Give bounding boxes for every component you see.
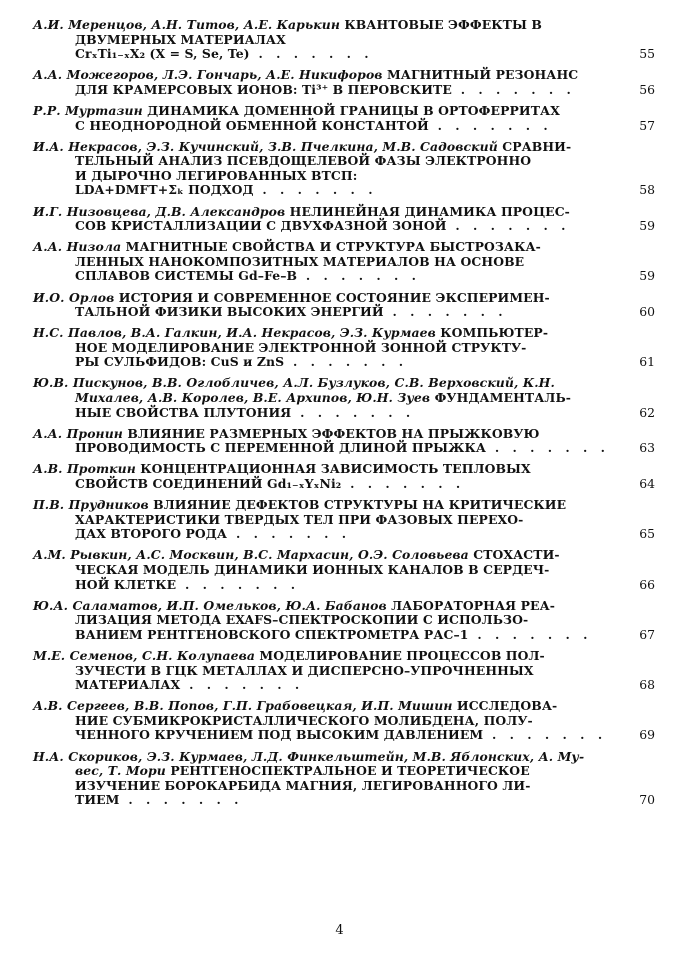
toc-entry [33,462,655,491]
toc-entry-text [33,427,625,456]
toc-entry-continuation [33,578,625,593]
toc-leader-dots: . . . . . . . [446,218,570,234]
toc-entry [33,240,655,284]
toc-page-number: 57 [639,117,655,133]
toc-entry-continuation [33,664,625,679]
toc-title: ЧЕСКАЯ МОДЕЛЬ ДИНАМИКИ ИОННЫХ КАНАЛОВ В СЕРДЕЧ- [75,562,550,577]
toc-page-number: 55 [639,46,655,62]
toc-entry-text [33,750,625,808]
toc-entry-continuation [33,33,625,48]
toc-authors: А.А. Можегоров, Л.Э. Гончарь, А.Е. Никифоров [33,67,383,83]
toc-entry [33,140,655,198]
table-of-contents [33,18,655,814]
toc-authors: А.М. Рывкин, А.С. Москвин, В.С. Мархасин, О.Э. Соловьева [33,547,469,563]
toc-entry-text [33,376,625,420]
toc-authors: П.В. Прудников [33,497,149,513]
toc-page-number: 66 [639,576,655,592]
toc-page-number: 56 [639,81,655,97]
toc-title: ДЛЯ КРАМЕРСОВЫХ ИОНОВ: Ti³⁺ В ПЕРОВСКИТЕ [75,81,452,97]
toc-entry-continuation [33,47,625,62]
toc-title: ЗУЧЕСТИ В ГЦК МЕТАЛЛАХ И ДИСПЕРСНО–УПРОЧНЕННЫХ [75,662,534,678]
toc-leader-dots: . . . . . . . [180,677,304,693]
toc-authors: А.И. Меренцов, А.Н. Титов, А.Е. Карькин [33,17,340,32]
toc-authors: А.А. Пронин [33,425,123,441]
toc-title: С НЕОДНОРОДНОЙ ОБМЕННОЙ КОНСТАНТОЙ [75,117,429,133]
toc-title: МАГНИТНЫЕ СВОЙСТВА И СТРУКТУРА БЫСТРОЗАКА- [121,239,541,255]
toc-title: ЛЕННЫХ НАНОКОМПОЗИТНЫХ МАТЕРИАЛОВ НА ОСНОВЕ [75,253,525,269]
toc-title: МОДЕЛИРОВАНИЕ ПРОЦЕССОВ ПОЛ- [254,647,545,663]
toc-entry-text [33,699,625,743]
toc-entry-first-line [33,104,625,119]
toc-entry-continuation [33,269,625,284]
toc-leader-dots: . . . . . . . [176,576,300,592]
toc-page-number: 63 [639,440,655,456]
toc-entry-continuation [33,779,625,794]
toc-leader-dots: . . . . . . . [483,727,607,743]
toc-entry-continuation [33,477,625,492]
page-number: 4 [335,923,344,938]
toc-title: ЛИЗАЦИЯ МЕТОДА EXAFS–СПЕКТРОСКОПИИ С ИСПОЛЬЗО- [75,612,529,628]
toc-page-number: 60 [639,304,655,320]
toc-entry-text [33,140,625,198]
toc-entry-text [33,649,625,693]
toc-entry-continuation [33,406,625,421]
toc-page-number: 69 [639,727,655,743]
toc-title: ДИНАМИКА ДОМЕННОЙ ГРАНИЦЫ В ОРТОФЕРРИТАХ [142,102,560,118]
toc-entry-continuation [33,613,625,628]
toc-entry-text [33,291,625,320]
toc-entry-continuation [33,513,625,528]
toc-entry-continuation [33,793,625,808]
toc-title: МАГНИТНЫЙ РЕЗОНАНС [382,67,579,83]
toc-title: ЛАБОРАТОРНАЯ РЕА- [386,597,556,613]
toc-entry [33,205,655,234]
toc-entry-text [33,599,625,643]
toc-title: РЕНТГЕНОСПЕКТРАЛЬНОЕ И ТЕОРЕТИЧЕСКОЕ [170,763,530,779]
toc-entry-continuation [33,391,625,406]
toc-entry-first-line [33,240,625,255]
toc-authors: А.В. Сергеев, В.В. Попов, Г.П. Грабовецкая, И.П. Мишин [33,698,453,714]
toc-title: СОВ КРИСТАЛЛИЗАЦИИ С ДВУХФАЗНОЙ ЗОНОЙ [75,218,447,234]
toc-title: ТИЕМ [75,792,120,808]
toc-entry-continuation [33,728,625,743]
toc-title: ТЕЛЬНЫЙ АНАЛИЗ ПСЕВДОЩЕЛЕВОЙ ФАЗЫ ЭЛЕКТРОННО [75,153,532,169]
toc-entry-first-line [33,291,625,306]
toc-entry-text [33,18,625,62]
toc-title: ДАХ ВТОРОГО РОДА [75,526,228,542]
toc-authors: вес, Т. Мори [75,763,171,779]
toc-entry-text [33,240,625,284]
toc-entry-continuation [33,255,625,270]
toc-page-number: 61 [639,354,655,370]
toc-authors: И.О. Орлов [33,289,115,305]
toc-entry-continuation [33,169,625,184]
toc-leader-dots: . . . . . . . [284,354,408,370]
toc-authors: Ю.В. Пискунов, В.В. Оглобличев, А.Л. Бузлуков, С.В. Верховский, К.Н. [33,375,555,391]
toc-entry-continuation [33,183,625,198]
toc-entry-continuation [33,83,625,98]
toc-entry-continuation [33,441,625,456]
toc-title: КВАНТОВЫЕ ЭФФЕКТЫ В [339,17,542,32]
toc-entry-first-line [33,699,625,714]
toc-authors: И.Г. Низовцева, Д.В. Александров [33,203,286,219]
toc-entry-first-line [33,68,625,83]
toc-title: ВЛИЯНИЕ ДЕФЕКТОВ СТРУКТУРЫ НА КРИТИЧЕСКИЕ [148,497,567,513]
toc-entry [33,104,655,133]
toc-entry [33,699,655,743]
toc-title: ИЗУЧЕНИЕ БОРОКАРБИДА МАГНИЯ, ЛЕГИРОВАННОГО ЛИ- [75,777,531,793]
toc-title: НЫЕ СВОЙСТВА ПЛУТОНИЯ [75,404,292,420]
toc-entry-continuation [33,764,625,779]
toc-authors: А.А. Низола [33,239,122,255]
toc-entry [33,291,655,320]
toc-entry-continuation [33,119,625,134]
toc-authors: И.А. Некрасов, Э.З. Кучинский, З.В. Пчелкина, М.В. Садовский [33,138,498,154]
toc-title: И ДЫРОЧНО ЛЕГИРОВАННЫХ ВТСП: [75,167,358,183]
toc-authors: Михалев, А.В. Королев, В.Е. Архипов, Ю.Н. Зуев [75,390,435,406]
toc-entry-continuation [33,305,625,320]
toc-authors: Р.Р. Муртазин [33,102,143,118]
toc-leader-dots: . . . . . . . [428,117,553,133]
toc-entry-text [33,68,625,97]
toc-page-number: 70 [639,792,655,808]
toc-entry-first-line [33,750,625,765]
toc-leader-dots: . . . . . . . [249,46,374,62]
toc-entry-continuation [33,527,625,542]
toc-title: НИЕ СУБМИКРОКРИСТАЛЛИЧЕСКОГО МОЛИБДЕНА, ПОЛУ- [75,712,533,728]
toc-page-number: 59 [639,268,655,284]
toc-title: НЕЛИНЕЙНАЯ ДИНАМИКА ПРОЦЕС- [285,203,570,219]
toc-entry [33,750,655,808]
toc-authors: Н.С. Павлов, В.А. Галкин, И.А. Некрасов, Э.З. Курмаев [33,325,436,341]
toc-entry-first-line [33,649,625,664]
toc-entry-continuation [33,714,625,729]
toc-title: LDA+DMFT+Σₖ ПОДХОД [75,182,254,198]
toc-leader-dots: . . . . . . . [341,476,465,492]
toc-entry-first-line [33,462,625,477]
toc-page-number: 68 [639,677,655,693]
toc-title: СРАВНИ- [497,138,572,154]
toc-authors: Ю.А. Саламатов, И.П. Омельков, Ю.А. Бабанов [33,597,387,613]
toc-entry-first-line [33,498,625,513]
toc-title: ЧЕННОГО КРУЧЕНИЕМ ПОД ВЫСОКИМ ДАВЛЕНИЕМ [75,727,484,743]
toc-entry-text [33,205,625,234]
toc-entry-text [33,548,625,592]
toc-leader-dots: . . . . . . . [297,268,421,284]
toc-entry-first-line [33,326,625,341]
toc-entry [33,548,655,592]
toc-title: КОНЦЕНТРАЦИОННАЯ ЗАВИСИМОСТЬ ТЕПЛОВЫХ [135,461,531,477]
toc-title: CrₓTi₁₋ₓX₂ (X = S, Se, Te) [75,46,250,62]
toc-entry [33,427,655,456]
toc-entry [33,376,655,420]
toc-title: ДВУМЕРНЫХ МАТЕРИАЛАХ [75,31,286,47]
toc-entry-continuation [33,628,625,643]
toc-entry-first-line [33,548,625,563]
toc-page-number: 59 [639,218,655,234]
toc-entry-text [33,326,625,370]
toc-entry [33,18,655,62]
toc-entry-first-line [33,376,625,391]
toc-entry [33,599,655,643]
toc-title: ВАНИЕМ РЕНТГЕНОВСКОГО СПЕКТРОМЕТРА РАС–1 [75,626,469,642]
toc-entry-first-line [33,18,625,33]
toc-title: ХАРАКТЕРИСТИКИ ТВЕРДЫХ ТЕЛ ПРИ ФАЗОВЫХ ПЕРЕХО- [75,511,524,527]
toc-page-number: 67 [639,626,655,642]
toc-title: КОМПЬЮТЕР- [435,325,549,341]
toc-leader-dots: . . . . . . . [451,81,576,97]
toc-page-number: 62 [639,404,655,420]
toc-title: НОЕ МОДЕЛИРОВАНИЕ ЭЛЕКТРОННОЙ ЗОННОЙ СТРУКТУ- [75,339,527,355]
toc-title: ИССЛЕДОВА- [452,698,558,714]
toc-title: МАТЕРИАЛАХ [75,677,181,693]
toc-title: СВОЙСТВ СОЕДИНЕНИЙ Gd₁₋ₓYₓNi₂ [75,476,342,492]
toc-entry-first-line [33,205,625,220]
toc-title: ВЛИЯНИЕ РАЗМЕРНЫХ ЭФФЕКТОВ НА ПРЫЖКОВУЮ [122,425,540,441]
toc-title: СПЛАВОВ СИСТЕМЫ Gd–Fe–B [75,268,298,284]
toc-title: ИСТОРИЯ И СОВРЕМЕННОЕ СОСТОЯНИЕ ЭКСПЕРИМЕН- [114,289,550,305]
toc-entry-continuation [33,341,625,356]
toc-leader-dots: . . . . . . . [119,792,243,808]
toc-title: ПРОВОДИМОСТЬ С ПЕРЕМЕННОЙ ДЛИНОЙ ПРЫЖКА [75,440,487,456]
toc-entry-text [33,462,625,491]
toc-leader-dots: . . . . . . . [291,404,415,420]
toc-page-number: 65 [639,526,655,542]
toc-leader-dots: . . . . . . . [468,626,592,642]
toc-title: ТАЛЬНОЙ ФИЗИКИ ВЫСОКИХ ЭНЕРГИЙ [75,304,384,320]
toc-title: СТОХАСТИ- [468,547,560,563]
toc-entry-continuation [33,154,625,169]
toc-title: НОЙ КЛЕТКЕ [75,576,177,592]
toc-authors: Н.А. Скориков, Э.З. Курмаев, Л.Д. Финкельштейн, М.В. Яблонских, А. Му- [33,748,585,764]
toc-entry [33,498,655,542]
toc-entry-text [33,104,625,133]
toc-page-number: 64 [639,476,655,492]
toc-leader-dots: . . . . . . . [383,304,508,320]
toc-title: РЫ СУЛЬФИДОВ: CuS и ZnS [75,354,285,370]
toc-entry-continuation [33,678,625,693]
toc-title: ФУНДАМЕНТАЛЬ- [434,390,572,406]
toc-entry-continuation [33,355,625,370]
toc-entry-text [33,498,625,542]
toc-leader-dots: . . . . . . . [486,440,610,456]
toc-entry [33,649,655,693]
toc-entry-continuation [33,563,625,578]
toc-page-number: 58 [639,182,655,198]
toc-entry-continuation [33,219,625,234]
toc-authors: М.Е. Семенов, С.Н. Колупаева [33,647,255,663]
toc-leader-dots: . . . . . . . [227,526,351,542]
toc-entry [33,326,655,370]
toc-entry [33,68,655,97]
toc-authors: А.В. Проткин [33,461,136,477]
toc-leader-dots: . . . . . . . [253,182,378,198]
toc-entry-first-line [33,599,625,614]
